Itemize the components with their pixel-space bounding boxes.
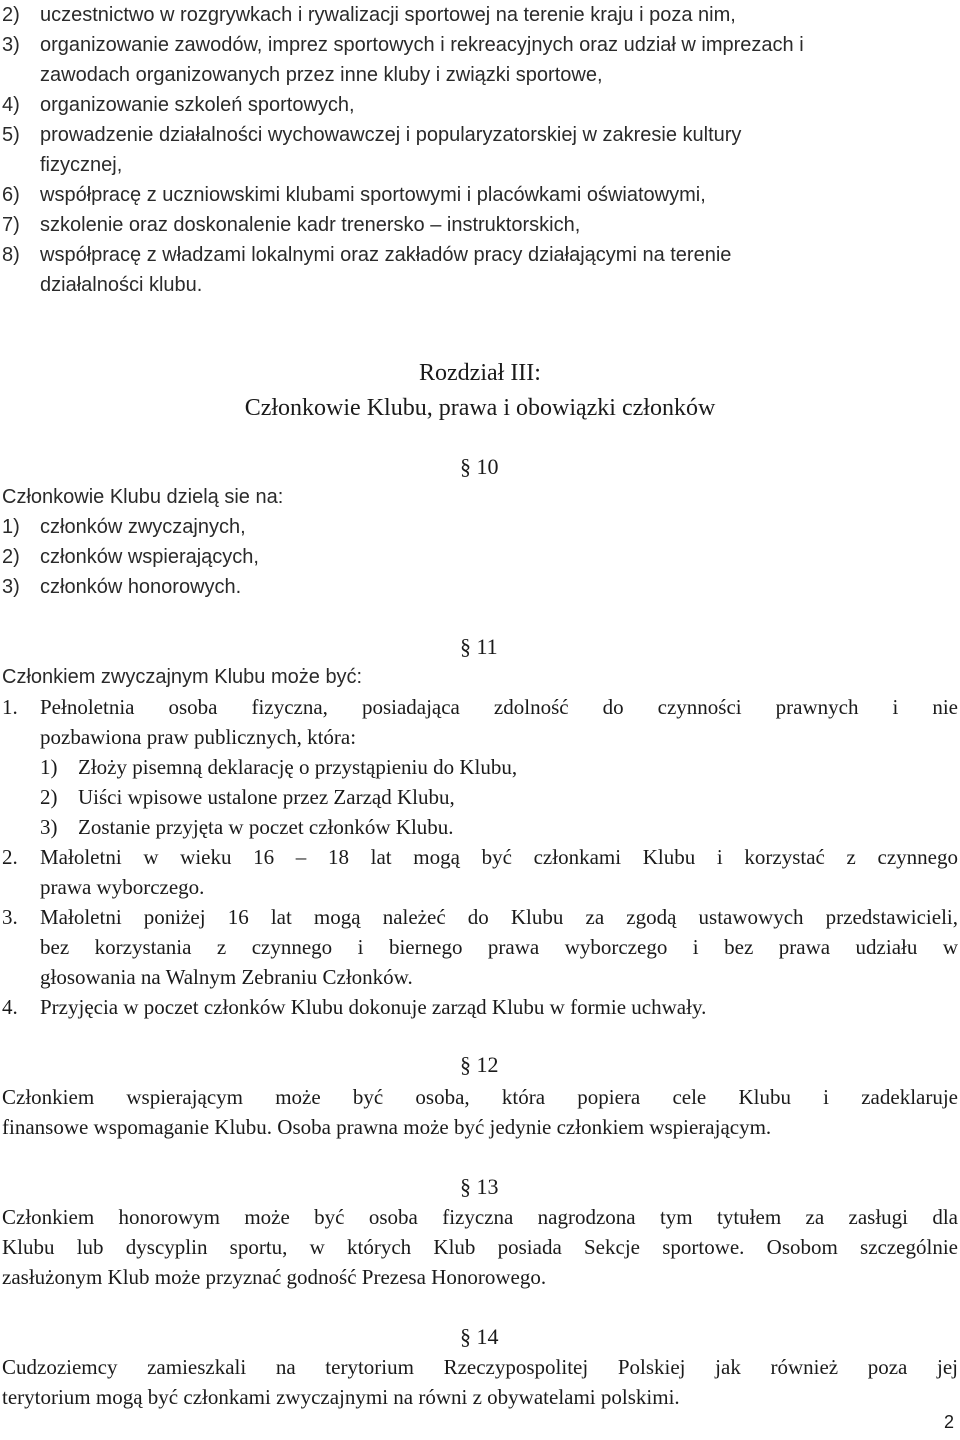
list-item-text: Złoży pisemną deklarację o przystąpieniu do Klubu, — [78, 755, 518, 779]
list-item-number: 1) — [40, 755, 58, 779]
section-mark-11: § 11 — [460, 634, 498, 659]
section-14-line-1: Cudzoziemcy zamieszkali na terytorium Rzeczypospolitej Polskiej jak również poza jej — [2, 1355, 958, 1379]
page-number: 2 — [943, 1412, 954, 1432]
point-3-number: 3. — [2, 905, 18, 929]
list-item-number: 7) — [2, 214, 20, 236]
list-item — [2, 150, 122, 180]
list-item-number: 2) — [2, 546, 20, 568]
section-12-line-2: finansowe wspomaganie Klubu. Osoba prawna może być jedynie członkiem wspierającym. — [2, 1115, 772, 1139]
list-item-text: współpracę z uczniowskimi klubami sportowymi i placówkami oświatowymi, — [40, 184, 706, 206]
list-item-number: 3) — [2, 576, 20, 598]
list-item-text: fizycznej, — [40, 154, 123, 176]
list-item-number: 3) — [40, 815, 58, 839]
point-4-number: 4. — [2, 995, 18, 1019]
list-item-text: organizowanie zawodów, imprez sportowych i rekreacyjnych oraz udział w imprezach i — [40, 34, 804, 56]
chapter-subtitle: Członkowie Klubu, prawa i obowiązki członków — [244, 395, 716, 421]
point-2-line-2: prawa wyborczego. — [40, 875, 205, 899]
section-14-line-2: terytorium mogą być członkami zwyczajnymi na równi z obywatelami polskimi. — [2, 1385, 680, 1409]
list-item-text: współpracę z władzami lokalnymi oraz zakładów pracy działającymi na terenie — [40, 244, 732, 266]
list-item — [2, 572, 241, 602]
list-item — [2, 120, 741, 150]
list-item-text: uczestnictwo w rozgrywkach i rywalizacji sportowej na terenie kraju i poza nim, — [40, 4, 736, 26]
point-1-number: 1. — [2, 695, 18, 719]
list-item-text: zawodach organizowanych przez inne kluby i związki sportowe, — [40, 64, 603, 86]
section-mark-12: § 12 — [460, 1052, 499, 1077]
list-item — [2, 210, 580, 240]
list-item-text: członków zwyczajnych, — [40, 516, 246, 538]
list-item — [2, 90, 355, 120]
list-item-text: szkolenie oraz doskonalenie kadr trenersko – instruktorskich, — [40, 214, 581, 236]
list-item — [40, 752, 517, 782]
list-item-text: Uiści wpisowe ustalone przez Zarząd Klubu, — [78, 785, 455, 809]
list-item — [2, 30, 804, 60]
list-item-number: 2) — [40, 785, 58, 809]
section-13-line-1: Członkiem honorowym może być osoba fizyczna nagrodzona tym tytułem za zasługi dla — [2, 1205, 958, 1229]
point-2-number: 2. — [2, 845, 18, 869]
list-item-number: 5) — [2, 124, 20, 146]
point-2-line-1: Małoletni w wieku 16 – 18 lat mogą być członkami Klubu i korzystać z czynnego — [40, 845, 958, 869]
list-item-text: prowadzenie działalności wychowawczej i popularyzatorskiej w zakresie kultury — [40, 124, 742, 146]
point-1-line-1: Pełnoletnia osoba fizyczna, posiadająca zdolność do czynności prawnych i nie — [40, 695, 958, 719]
point-3-line-1: Małoletni poniżej 16 lat mogą należeć do Klubu za zgodą ustawowych przedstawicieli, — [40, 905, 958, 929]
list-item-number: 1) — [2, 516, 20, 538]
list-item-text: działalności klubu. — [40, 274, 203, 296]
section-mark-10: § 10 — [460, 454, 499, 479]
section-13-line-3: zasłużonym Klub może przyznać godność Prezesa Honorowego. — [2, 1265, 547, 1289]
list-item-text: członków wspierających, — [40, 546, 259, 568]
list-item-number: 3) — [2, 34, 20, 56]
section-mark-13: § 13 — [460, 1174, 499, 1199]
list-item — [2, 270, 202, 300]
list-item-number: 4) — [2, 94, 20, 116]
section-12-line-1: Członkiem wspierającym może być osoba, która popiera cele Klubu i zadeklaruje — [2, 1085, 958, 1109]
list-item-text: członków honorowych. — [40, 576, 242, 598]
list-item — [2, 542, 259, 572]
section-11-intro: Członkiem zwyczajnym Klubu może być: — [2, 666, 363, 688]
point-1-line-2: pozbawiona praw publicznych, która: — [40, 725, 357, 749]
section-10-intro: Członkowie Klubu dzielą sie na: — [2, 486, 284, 508]
point-3-line-3: głosowania na Walnym Zebraniu Członków. — [40, 965, 413, 989]
list-item — [2, 60, 603, 90]
list-item — [2, 0, 736, 30]
list-item-number: 8) — [2, 244, 20, 266]
list-item — [40, 782, 455, 812]
list-item-number: 2) — [2, 4, 20, 26]
list-item — [2, 512, 246, 542]
section-mark-14: § 14 — [460, 1324, 499, 1349]
list-item — [40, 812, 454, 842]
point-4-line-1: Przyjęcia w poczet członków Klubu dokonuje zarząd Klubu w formie uchwały. — [40, 995, 707, 1019]
point-3-line-2: bez korzystania z czynnego i biernego prawa wyborczego i bez prawa udziału w — [40, 935, 958, 959]
list-item — [2, 180, 706, 210]
list-item — [2, 240, 731, 270]
section-13-line-2: Klubu lub dyscyplin sportu, w których Klub posiada Sekcje sportowe. Osobom szczególnie — [2, 1235, 958, 1259]
list-item-text: Zostanie przyjęta w poczet członków Klubu. — [78, 815, 454, 839]
list-item-text: organizowanie szkoleń sportowych, — [40, 94, 355, 116]
list-item-number: 6) — [2, 184, 20, 206]
chapter-title: Rozdział III: — [419, 360, 541, 386]
